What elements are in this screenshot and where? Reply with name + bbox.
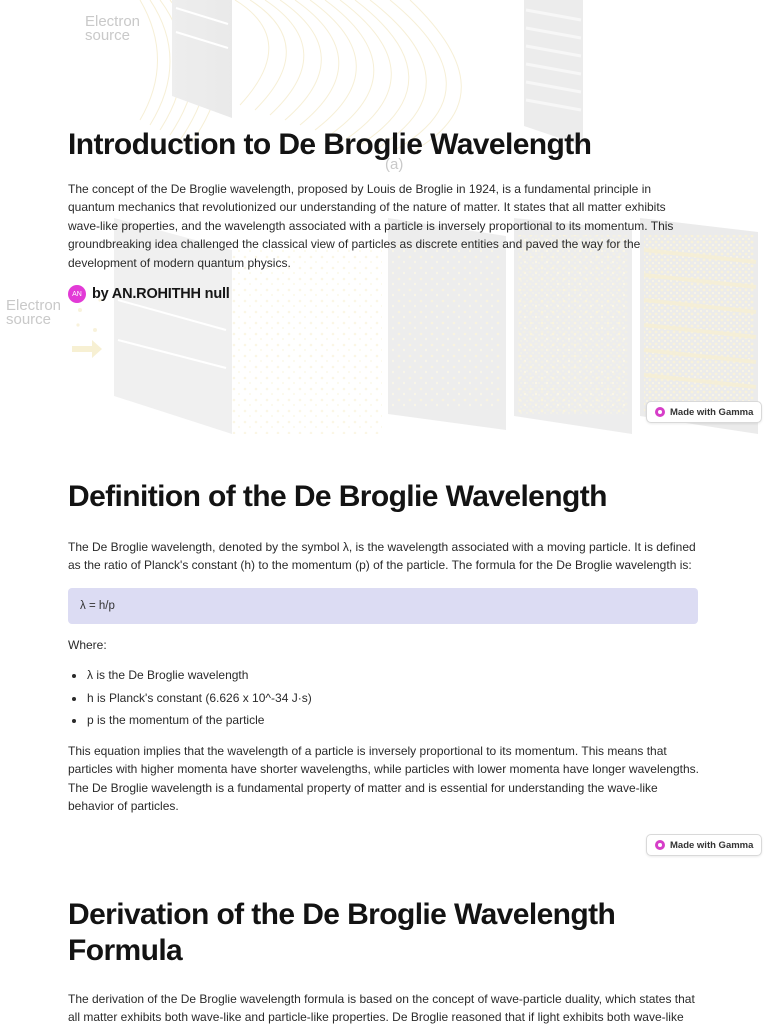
badge-label: Made with Gamma: [670, 406, 754, 418]
definition-list: [68, 664, 700, 732]
made-with-gamma-button[interactable]: [646, 401, 762, 423]
author-name: by AN.ROHITHH null: [92, 286, 230, 302]
formula-box: [68, 588, 698, 624]
intro-title: Introduction to De Broglie Wavelength: [68, 128, 592, 161]
list-item: h is Planck's constant (6.626 x 10^-34 J·s): [68, 687, 700, 710]
author-row: [68, 285, 230, 303]
definition-conclusion: This equation implies that the wavelength of a particle is inversely proportional to its momentum. This means that particles with higher momenta have shorter wavelengths, while particles with lower momenta have longer wavelengths. The De Broglie wavelength is a fundamental property of matter and is essential for understanding the wave-like behavior of particles.: [68, 743, 699, 813]
derivation-card: [68, 897, 700, 1024]
derivation-title: Derivation of the De Broglie Wavelength Formula: [68, 898, 616, 967]
definition-intro: The De Broglie wavelength, denoted by the symbol λ, is the wavelength associated with a moving particle. It is defined as the ratio of Planck's constant (h) to the momentum (p) of the particle. The formula for the De Broglie wavelength is:: [68, 540, 696, 573]
definition-title: Definition of the De Broglie Wavelength: [68, 480, 607, 513]
definition-card: [68, 479, 700, 815]
formula-text: λ = h/p: [80, 599, 115, 612]
list-item: λ is the De Broglie wavelength: [68, 664, 700, 687]
made-with-gamma-button[interactable]: [646, 834, 762, 856]
panel-label: (a): [385, 156, 404, 173]
list-item: p is the momentum of the particle: [68, 709, 700, 732]
badge-label: Made with Gamma: [670, 839, 754, 851]
electron-source-label-top: Electron source: [85, 13, 141, 44]
derivation-body: The derivation of the De Broglie wavelength formula is based on the concept of wave-particle duality, which states that all matter exhibits both wave-like and particle-like properties. De Broglie reasoned that if light exhibits both wave-like: [68, 992, 695, 1024]
intro-body: The concept of the De Broglie wavelength, proposed by Louis de Broglie in 1924, is a fundamental principle in quantum mechanics that revolutionized our understanding of the nature of matter. It states that all matter exhibits wave-like properties, and the wavelength associated with a particle is inversely proportional to its momentum. This groundbreaking idea challenged the classical view of particles as discrete entities and paved the way for the development of modern quantum physics.: [68, 182, 674, 270]
electron-source-label-left: Electron source: [6, 297, 62, 328]
avatar[interactable]: AN: [68, 285, 86, 303]
gamma-logo-icon: [655, 407, 665, 417]
where-label: Where:: [68, 637, 107, 652]
intro-card: [68, 127, 700, 272]
gamma-logo-icon: [655, 840, 665, 850]
